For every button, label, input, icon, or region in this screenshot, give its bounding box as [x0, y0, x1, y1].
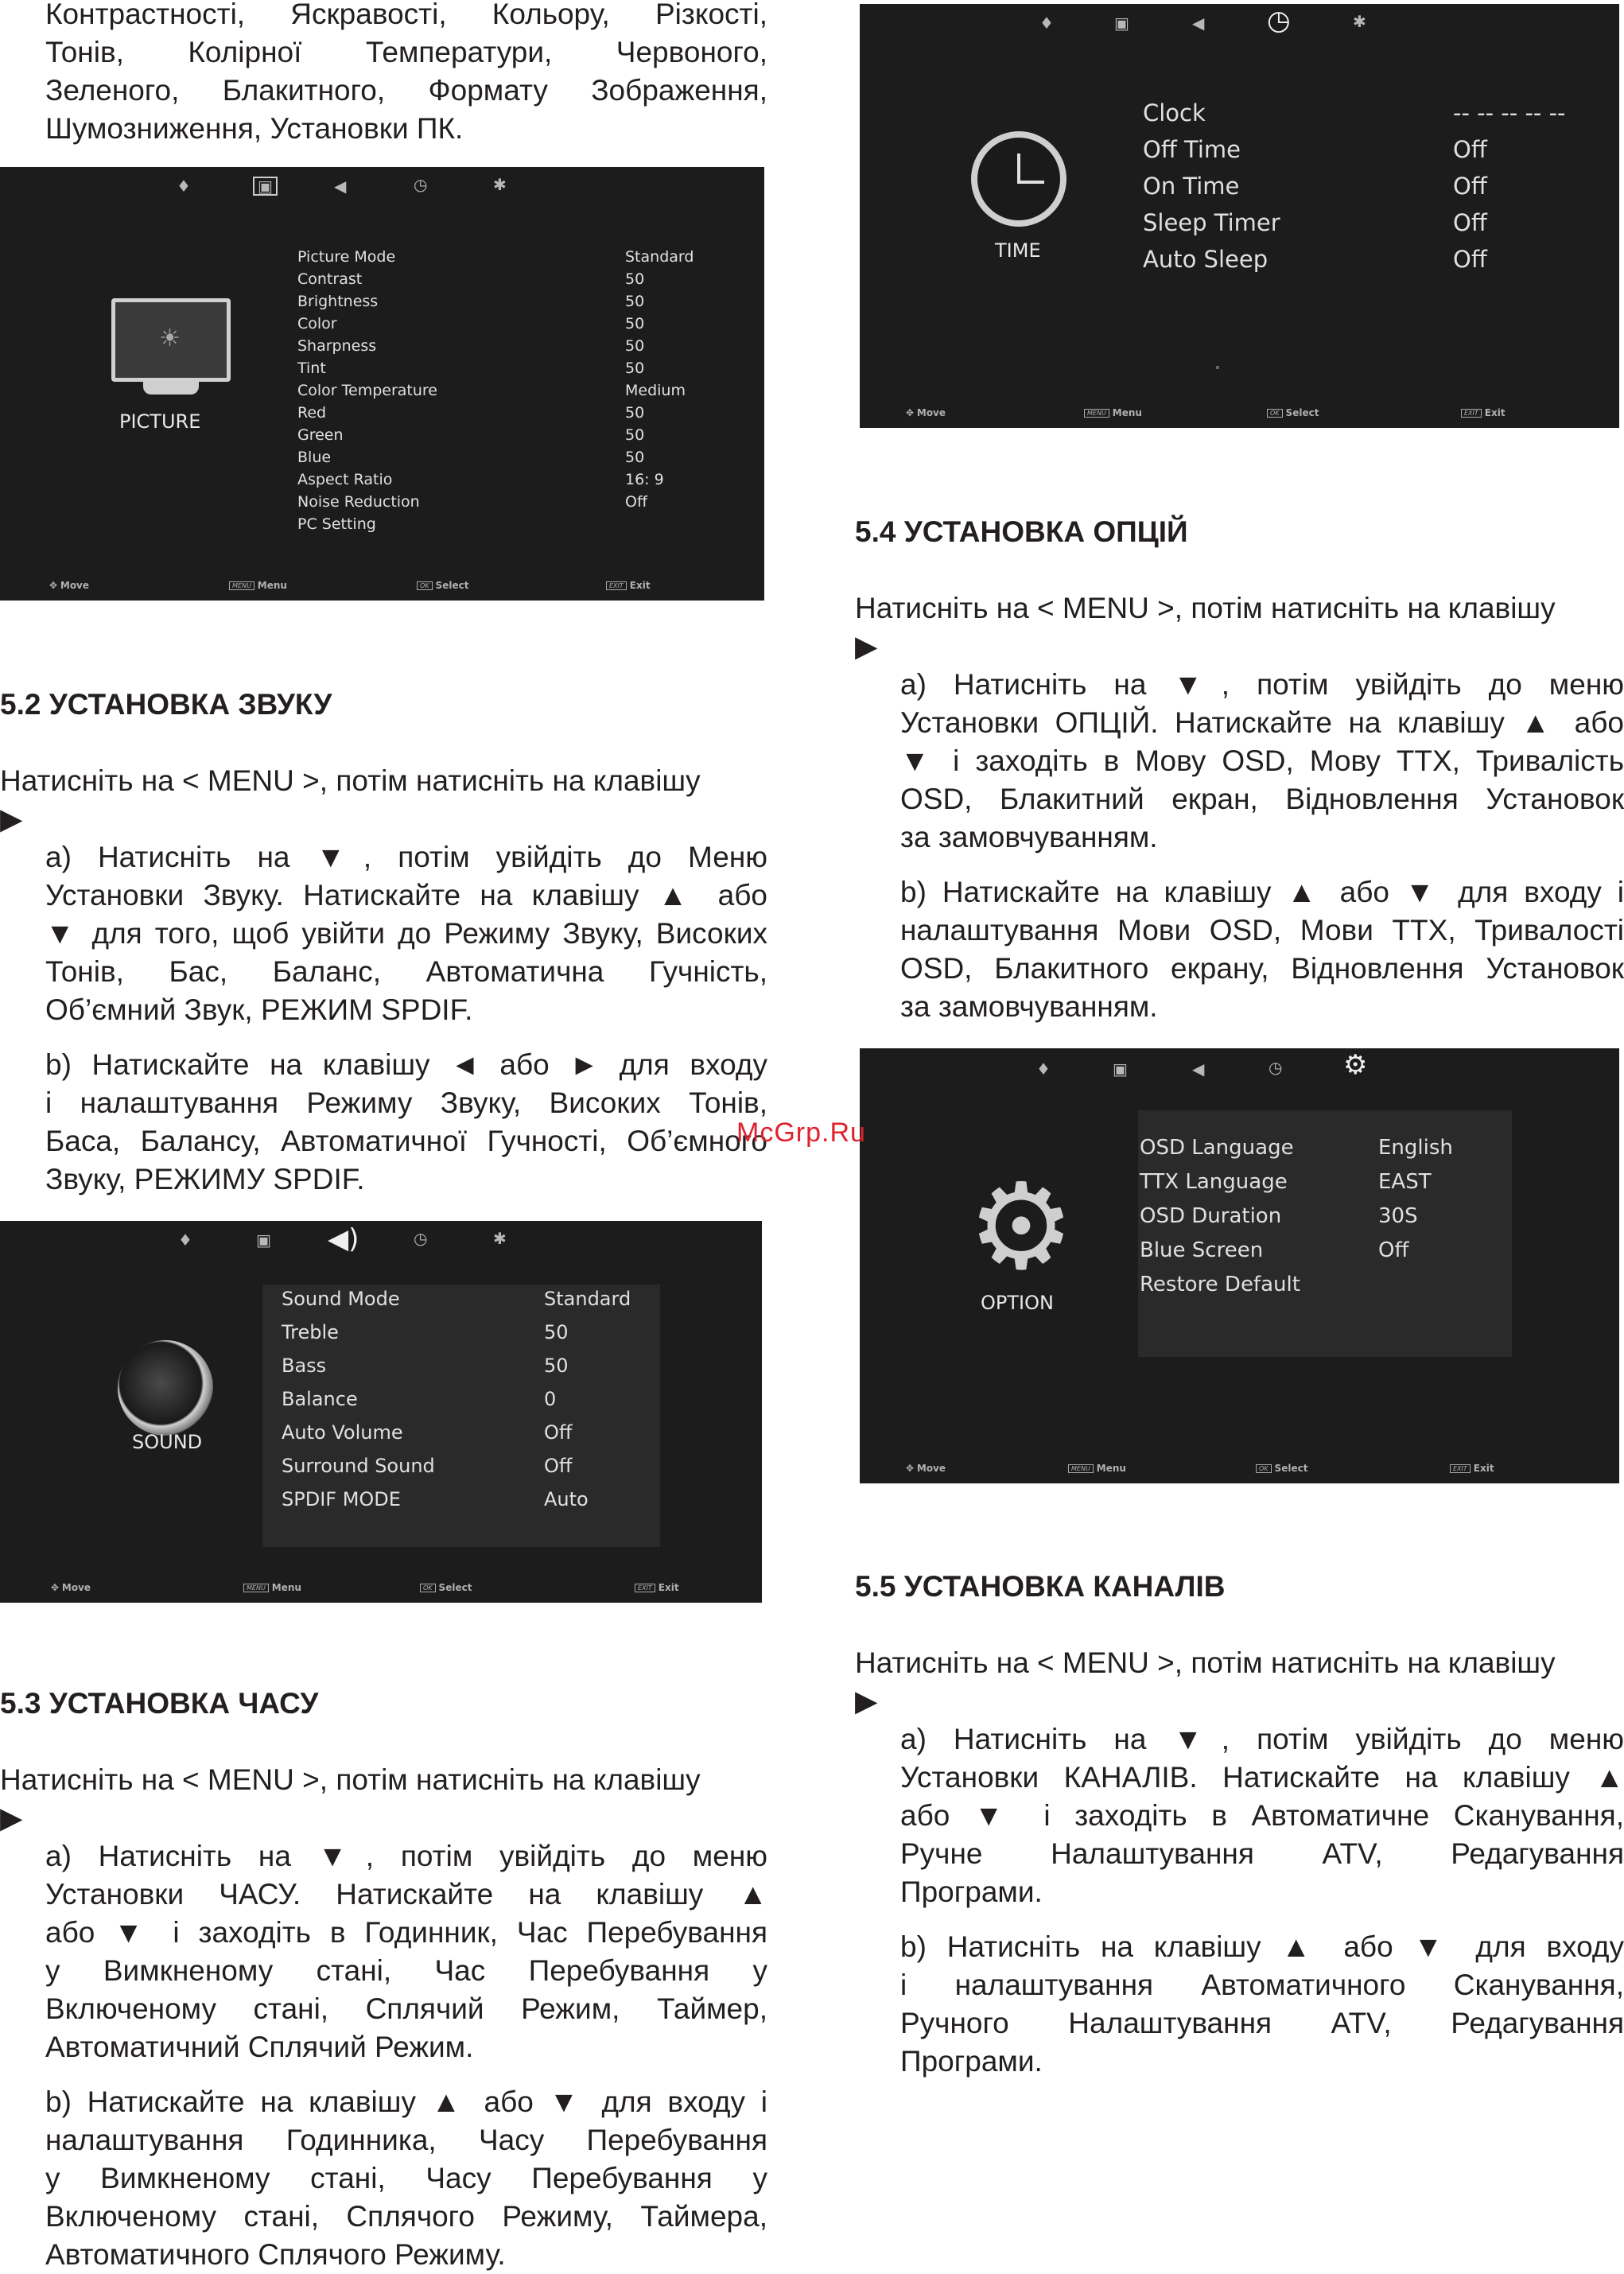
text-line: b) Натисніть на клавішу ▲ або ▼ для входу: [900, 1930, 1624, 1963]
picture-tab-icon: ▣: [253, 177, 278, 196]
menu-item-label: TTX Language: [1140, 1170, 1288, 1194]
text-line: і налаштування Автоматичного Сканування,: [900, 1969, 1624, 2001]
osd-footer: [860, 1452, 1619, 1483]
scroll-dot: [1216, 366, 1219, 369]
gear-icon: ⚙: [967, 1158, 1075, 1296]
menu-item-value: Off: [544, 1455, 573, 1477]
picture-menu-list: [297, 248, 711, 542]
text-line: a) Натисніть на ▼, потім увійдіть до меню: [45, 1840, 767, 1872]
move-hint: ✥ Move: [49, 580, 90, 591]
text-line: Зеленого, Блакитного, Формату Зображення,: [45, 74, 767, 107]
menu-item-label: Surround Sound: [282, 1455, 435, 1477]
select-hint: OK Select: [1267, 407, 1319, 418]
menu-item-label: Contrast: [297, 270, 363, 288]
right-arrow-icon: ▶: [0, 1802, 23, 1834]
text-line: Установки КАНАЛІВ. Натискайте на клавішу ▲: [900, 1761, 1624, 1794]
right-arrow-icon: ▶: [855, 630, 878, 663]
option-tab-icon: ✱: [1353, 12, 1366, 31]
speaker-icon: [118, 1340, 213, 1436]
text-line: OSD, Блакитного екрану, Відновлення Установок: [900, 952, 1624, 985]
text-line: Включеному стані, Сплячого Режиму, Таймера,: [45, 2200, 767, 2233]
menu-item-label: OSD Duration: [1140, 1204, 1282, 1228]
menu-item-value: Medium: [625, 382, 686, 399]
menu-item-value: 50: [625, 360, 645, 377]
menu-item-label: Restore Default: [1140, 1273, 1300, 1296]
menu-hint: MENU Menu: [229, 580, 287, 591]
channel-tab-icon: ♦: [1036, 1059, 1051, 1079]
time-tab-icon: ◷: [1267, 5, 1291, 37]
menu-item-value: 50: [625, 315, 645, 332]
menu-item-value: 30S: [1378, 1204, 1418, 1228]
osd-footer: [0, 1571, 762, 1603]
text-line: b) Натискайте на клавішу ▲ або ▼ для входу і: [45, 2085, 767, 2118]
picture-intro: [45, 0, 767, 148]
menu-item-label: Sleep Timer: [1143, 209, 1280, 236]
picture-tab-icon: ▣: [1113, 1059, 1128, 1079]
text-line: b) Натискайте на клавішу ◄ або ► для входу: [45, 1048, 767, 1081]
right-arrow-icon: ▶: [0, 803, 23, 835]
osd-tab-bar: [860, 1048, 1619, 1080]
text-line: Звуку, РЕЖИМУ SPDIF.: [45, 1163, 365, 1195]
menu-item-label: Off Time: [1143, 136, 1241, 163]
menu-item-value: Standard: [625, 248, 694, 266]
option-tab-icon: ⚙: [1343, 1049, 1368, 1081]
menu-item-label: Blue Screen: [1140, 1238, 1264, 1262]
sound-tab-icon: ◀: [334, 177, 347, 196]
select-hint: OK Select: [417, 580, 468, 591]
menu-item-label: On Time: [1143, 173, 1240, 200]
text-line: Ручне Налаштування ATV, Редагування: [900, 1837, 1624, 1870]
text-line: налаштування Мови OSD, Мови ТТХ, Тривалості: [900, 914, 1624, 947]
press-menu-line: Натисніть на < MENU >, потім натисніть на клавішу: [0, 764, 701, 797]
menu-item-value: -- -- -- -- --: [1453, 99, 1566, 126]
press-menu-line: Натисніть на < MENU >, потім натисніть на клавішу: [855, 592, 1556, 624]
menu-item-label: Color Temperature: [297, 382, 438, 399]
menu-item-value: Auto: [544, 1488, 589, 1510]
osd-tab-bar: [0, 167, 764, 199]
menu-item-value: English: [1378, 1136, 1453, 1160]
menu-item-label: Clock: [1143, 99, 1206, 126]
menu-item-value: Off: [544, 1421, 573, 1444]
osd-footer: [860, 396, 1619, 428]
menu-item-value: 50: [544, 1321, 569, 1343]
text-line: Установки ЧАСУ. Натискайте на клавішу ▲: [45, 1878, 767, 1911]
section-heading: 5.5 УСТАНОВКА КАНАЛІВ: [855, 1570, 1226, 1603]
watermark: McGrp.Ru: [736, 1118, 866, 1148]
menu-item-value: 16: 9: [625, 471, 664, 488]
picture-tab-icon: ▣: [256, 1230, 271, 1250]
menu-item-label: Auto Volume: [282, 1421, 403, 1444]
clock-icon: [971, 131, 1066, 227]
menu-item-value: 50: [625, 449, 645, 466]
menu-item-label: Blue: [297, 449, 332, 466]
text-line: a) Натисніть на ▼, потім увійдіть до меню: [900, 1723, 1624, 1755]
monitor-stand: [143, 382, 199, 395]
time-osd-screenshot: [860, 4, 1619, 428]
sound-tab-icon: ◀: [1192, 1059, 1205, 1079]
menu-item-label: Treble: [282, 1321, 339, 1343]
menu-item-label: Sound Mode: [282, 1288, 400, 1310]
menu-item-label: OSD Language: [1140, 1136, 1294, 1160]
menu-item-value: Off: [1378, 1238, 1409, 1262]
text-line: Ручного Налаштування ATV, Редагування: [900, 2007, 1624, 2039]
text-line: Шумозниження, Установки ПК.: [45, 112, 464, 145]
osd-tab-bar: [860, 4, 1619, 36]
select-hint: OK Select: [1256, 1463, 1307, 1474]
text-line: за замовчуванням.: [900, 990, 1158, 1023]
channel-tab-icon: ♦: [1039, 14, 1054, 33]
time-menu-list: [1143, 99, 1572, 290]
text-line: a) Натисніть на ▼, потім увійдіть до меню: [900, 668, 1624, 701]
menu-hint: MENU Menu: [243, 1582, 301, 1593]
picture-osd-screenshot: [0, 167, 764, 601]
text-line: Установки ОПЦІЙ. Натискайте на клавішу ▲ або: [900, 706, 1624, 739]
section-heading: 5.4 УСТАНОВКА ОПЦІЙ: [855, 515, 1188, 548]
time-tab-icon: ◷: [414, 175, 428, 194]
text-line: у Вимкненому стані, Часу Перебування у: [45, 2162, 767, 2194]
text-line: a) Натисніть на ▼, потім увійдіть до Меню: [45, 841, 767, 873]
menu-item-label: Red: [297, 404, 327, 422]
menu-item-label: Tint: [297, 360, 326, 377]
option-tab-icon: ✱: [493, 1229, 507, 1248]
text-line: налаштування Годинника, Часу Перебування: [45, 2124, 767, 2156]
text-line: Програми.: [900, 2045, 1043, 2078]
channel-tab-icon: ♦: [177, 177, 191, 196]
osd-footer: [0, 569, 764, 601]
menu-item-value: Off: [1453, 136, 1487, 163]
channel-section: [855, 1568, 1624, 2081]
menu-item-value: Off: [625, 493, 648, 511]
text-line: Контрастності, Яскравості, Кольору, Різкості,: [45, 0, 767, 30]
text-line: Тонів, Бас, Баланс, Автоматична Гучність,: [45, 955, 767, 988]
text-line: ▼ для того, щоб увійти до Режиму Звуку, Високих: [45, 917, 767, 950]
sound-label: SOUND: [132, 1431, 203, 1453]
text-line: Об’ємний Звук, РЕЖИМ SPDIF.: [45, 993, 473, 1026]
text-line: Автоматичного Сплячого Режиму.: [45, 2238, 506, 2271]
menu-item-value: Off: [1453, 246, 1487, 273]
menu-item-label: Bass: [282, 1355, 327, 1377]
menu-item-label: Balance: [282, 1388, 358, 1410]
menu-item-label: Auto Sleep: [1143, 246, 1269, 273]
move-hint: ✥ Move: [906, 407, 946, 418]
text-line: OSD, Блакитний екран, Відновлення Установок: [900, 783, 1624, 815]
sound-section: [0, 686, 767, 1199]
menu-item-label: Noise Reduction: [297, 493, 420, 511]
picture-tab-icon: ▣: [1114, 14, 1129, 33]
menu-item-label: Aspect Ratio: [297, 471, 393, 488]
menu-item-label: Color: [297, 315, 337, 332]
sound-osd-screenshot: [0, 1221, 762, 1603]
right-arrow-icon: ▶: [855, 1685, 878, 1717]
text-line: Включеному стані, Сплячий Режим, Таймер,: [45, 1992, 767, 2025]
menu-item-value: 50: [625, 426, 645, 444]
menu-item-value: 50: [625, 270, 645, 288]
text-line: b) Натискайте на клавішу ▲ або ▼ для входу і: [900, 876, 1624, 908]
osd-tab-bar: [0, 1221, 762, 1253]
picture-label: PICTURE: [119, 410, 201, 433]
sound-tab-icon: ◀: [1192, 14, 1205, 33]
option-section: [855, 513, 1624, 1026]
menu-item-value: 50: [544, 1355, 569, 1377]
option-tab-icon: ✱: [493, 175, 507, 194]
press-menu-line: Натисніть на < MENU >, потім натисніть на клавішу: [855, 1646, 1556, 1679]
text-line: ▼ і заходіть в Мову OSD, Мову ТТХ, Тривалість: [900, 744, 1624, 777]
menu-item-value: 0: [544, 1388, 557, 1410]
menu-item-label: Sharpness: [297, 337, 377, 355]
text-line: у Вимкненому стані, Час Перебування у: [45, 1954, 767, 1987]
sound-tab-icon: ◀): [328, 1223, 359, 1255]
time-section: [0, 1685, 767, 2274]
menu-hint: MENU Menu: [1084, 407, 1142, 418]
text-line: або ▼ і заходіть в Годинник, Час Перебування: [45, 1916, 767, 1949]
section-heading: 5.3 УСТАНОВКА ЧАСУ: [0, 1687, 319, 1720]
text-line: Тонів, Колірної Температури, Червоного,: [45, 36, 767, 68]
menu-item-label: Brightness: [297, 293, 379, 310]
text-line: Автоматичний Сплячий Режим.: [45, 2031, 474, 2063]
menu-item-value: EAST: [1378, 1170, 1432, 1194]
move-hint: ✥ Move: [906, 1463, 946, 1474]
menu-hint: MENU Menu: [1068, 1463, 1126, 1474]
section-heading: 5.2 УСТАНОВКА ЗВУКУ: [0, 688, 332, 721]
menu-item-label: SPDIF MODE: [282, 1488, 401, 1510]
menu-item-value: 50: [625, 404, 645, 422]
sound-menu-list: [282, 1288, 631, 1526]
menu-item-value: 50: [625, 293, 645, 310]
option-osd-screenshot: [860, 1048, 1619, 1483]
option-label: OPTION: [981, 1292, 1054, 1314]
menu-item-value: Off: [1453, 209, 1487, 236]
text-line: Баса, Балансу, Автоматичної Гучності, Об’ємного: [45, 1125, 767, 1157]
menu-item-value: 50: [625, 337, 645, 355]
menu-item-value: Standard: [544, 1288, 631, 1310]
text-line: або ▼ і заходіть в Автоматичне Сканування,: [900, 1799, 1624, 1832]
option-menu-list: [1140, 1136, 1490, 1327]
press-menu-line: Натисніть на < MENU >, потім натисніть на клавішу: [0, 1763, 701, 1796]
exit-hint: EXIT Exit: [635, 1582, 679, 1593]
menu-item-label: Green: [297, 426, 344, 444]
move-hint: ✥ Move: [51, 1582, 91, 1593]
monitor-icon: ☀: [111, 298, 231, 382]
select-hint: OK Select: [420, 1582, 472, 1593]
menu-item-value: Off: [1453, 173, 1487, 200]
text-line: Програми.: [900, 1876, 1043, 1908]
exit-hint: EXIT Exit: [606, 580, 651, 591]
channel-tab-icon: ♦: [178, 1230, 192, 1250]
menu-item-label: Picture Mode: [297, 248, 396, 266]
text-line: за замовчуванням.: [900, 821, 1158, 853]
exit-hint: EXIT Exit: [1450, 1463, 1494, 1474]
exit-hint: EXIT Exit: [1461, 407, 1506, 418]
menu-item-label: PC Setting: [297, 515, 376, 533]
time-tab-icon: ◷: [414, 1229, 428, 1248]
text-line: Установки Звуку. Натискайте на клавішу ▲ або: [45, 879, 767, 912]
time-tab-icon: ◷: [1269, 1058, 1283, 1077]
time-label: TIME: [995, 239, 1041, 262]
text-line: і налаштування Режиму Звуку, Високих Тонів,: [45, 1086, 767, 1119]
